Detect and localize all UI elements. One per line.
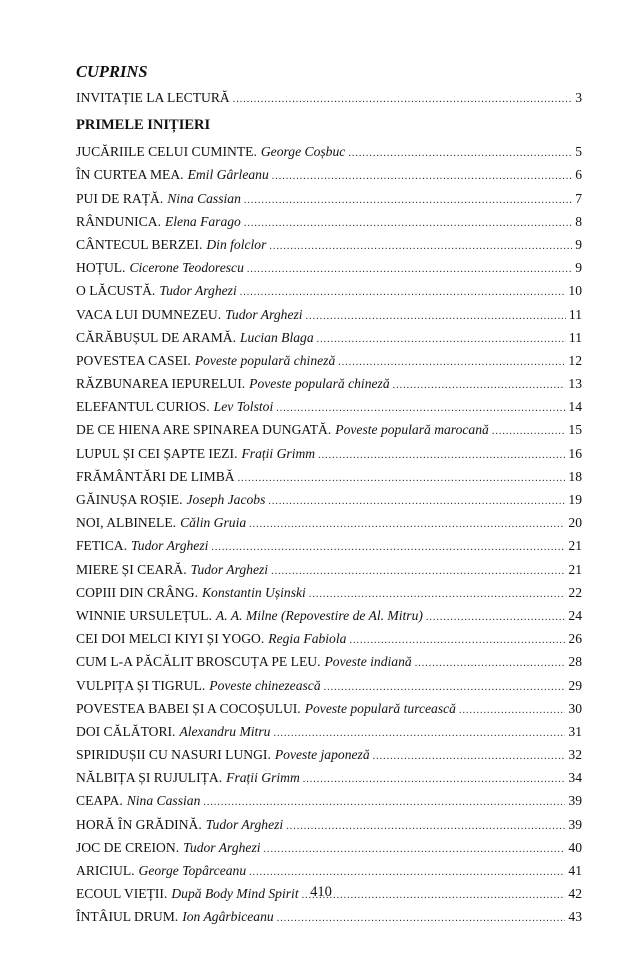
toc-entry (76, 697, 582, 720)
toc-entry (76, 256, 582, 279)
toc-entry (76, 210, 582, 233)
toc-entry (76, 581, 582, 604)
dot-leader (306, 305, 566, 328)
entry-page-number: 40 (568, 839, 582, 855)
entry-title: FETICA. (76, 538, 127, 554)
entry-author: Tudor Arghezi (205, 816, 284, 832)
dot-leader (249, 861, 565, 884)
toc-entry (76, 743, 582, 766)
entry-title: CĂRĂBUȘUL DE ARAMĂ. (76, 329, 236, 345)
entry-author: Frații Grimm (226, 770, 300, 786)
entry-author: Tudor Arghezi (225, 306, 303, 322)
entry-page-number: 9 (575, 260, 582, 276)
entry-title: VACA LUI DUMNEZEU. (76, 306, 222, 322)
entry-page-number: 8 (575, 213, 582, 229)
dot-leader (269, 235, 572, 258)
entry-title: ECOUL VIEȚII. (76, 886, 168, 902)
entry-author: Lev Tolstoi (213, 399, 274, 415)
entry-title: ARICIUL. (76, 863, 135, 878)
entry-page-number: 7 (575, 190, 582, 206)
toc-entry (76, 349, 582, 372)
dot-leader (240, 281, 566, 304)
toc-entry (76, 187, 582, 210)
entry-title: HOȚUL. (76, 260, 126, 276)
entry-author: Frații Grimm (241, 445, 316, 461)
toc-entry (76, 511, 582, 534)
dot-leader (268, 490, 565, 513)
dot-leader (238, 467, 566, 490)
entry-author: Ion Agârbiceanu (182, 909, 274, 925)
entry-author: Călin Gruia (180, 515, 247, 531)
entry-page-number: 10 (568, 283, 582, 299)
entry-page-number: 15 (568, 422, 582, 438)
entry-title: ÎNTÂIUL DRUM. (76, 909, 179, 925)
entry-author: Tudor Arghezi (130, 538, 209, 554)
dot-leader (247, 258, 572, 281)
entry-page-number: 11 (568, 329, 582, 345)
entry-title: CEI DOI MELCI KIYI ȘI YOGO. (76, 631, 265, 647)
entry-author: George Topârceanu (138, 863, 247, 878)
entry-author: Tudor Arghezi (159, 283, 237, 299)
entry-title: DE CE HIENA ARE SPINAREA DUNGATĂ. (76, 422, 332, 438)
entry-page-number: 3 (575, 90, 582, 105)
entry-title: O LĂCUSTĂ. (76, 283, 156, 299)
section-title: PRIMELE INIȚIERI (76, 117, 211, 134)
dot-leader (348, 142, 572, 165)
entry-page-number: 5 (575, 144, 582, 160)
entry-title: SPIRIDUȘII CU NASURI LUNGI. (76, 747, 271, 763)
dot-leader (303, 768, 566, 791)
entry-page-number: 31 (568, 723, 582, 739)
entry-author: Tudor Arghezi (183, 839, 261, 855)
entry-page-number: 39 (568, 816, 582, 832)
entry-page-number: 39 (568, 793, 582, 809)
entry-title: CÂNTECUL BERZEI. (76, 236, 203, 252)
entry-title: INVITAȚIE LA LECTURĂ (76, 90, 230, 105)
entry-title: LUPUL ȘI CEI ȘAPTE IEZI. (76, 445, 238, 461)
toc-entry (76, 395, 582, 418)
dot-leader (318, 444, 565, 467)
toc-entry (76, 813, 582, 836)
entry-title: RÂNDUNICA. (76, 213, 161, 229)
entry-page-number: 13 (568, 376, 582, 392)
dot-leader (244, 212, 572, 235)
toc-entry-list (76, 140, 582, 928)
entry-page-number: 14 (568, 399, 582, 415)
dot-leader (309, 583, 566, 606)
dot-leader (459, 699, 565, 722)
entry-title: POVESTEA BABEI ȘI A COCOȘULUI. (76, 700, 301, 716)
toc-entry (76, 558, 582, 581)
entry-page-number: 30 (568, 700, 582, 716)
entry-author: După Body Mind Spirit (171, 886, 299, 902)
toc-entry (76, 674, 582, 697)
toc-entry (76, 233, 582, 256)
entry-title: POVESTEA CASEI. (76, 352, 191, 368)
dot-leader (249, 513, 565, 536)
entry-title: JOC DE CREION. (76, 839, 180, 855)
dot-leader (233, 88, 573, 111)
entry-author: Nina Cassian (167, 190, 241, 206)
entry-author: Poveste populară marocană (335, 422, 489, 438)
toc-entry (76, 303, 582, 326)
entry-title: GĂINUȘA ROȘIE. (76, 492, 183, 507)
table-of-contents (76, 58, 582, 929)
entry-author: Elena Farago (164, 213, 241, 229)
entry-title: FRĂMÂNTĂRI DE LIMBĂ (76, 468, 235, 484)
toc-entry (76, 534, 582, 557)
entry-author: Din folclor (206, 236, 267, 252)
entry-title: DOI CĂLĂTORI. (76, 723, 176, 739)
entry-page-number: 28 (568, 654, 582, 670)
entry-title: COPIII DIN CRÂNG. (76, 584, 198, 600)
dot-leader (426, 606, 565, 629)
toc-entry (76, 163, 582, 186)
dot-leader (203, 791, 565, 814)
entry-author: Nina Cassian (126, 793, 201, 809)
toc-entry (76, 789, 582, 812)
dot-leader (317, 328, 566, 351)
entry-author: Alexandru Mitru (179, 723, 271, 739)
entry-page-number: 20 (568, 515, 582, 531)
toc-heading: CUPRINS (76, 62, 148, 81)
entry-title: JUCĂRIILE CELUI CUMINTE. (76, 144, 257, 160)
dot-leader (349, 629, 565, 652)
dot-leader (338, 351, 565, 374)
entry-title: CUM L-A PĂCĂLIT BROSCUȚA PE LEU. (76, 654, 321, 670)
entry-author: Lucian Blaga (240, 329, 314, 345)
toc-entry (76, 720, 582, 743)
entry-author: Joseph Jacobs (186, 492, 266, 507)
toc-entry (76, 836, 582, 859)
entry-author: Poveste indiană (324, 654, 412, 670)
entry-page-number: 29 (568, 677, 582, 693)
dot-leader (393, 374, 566, 397)
entry-author: Poveste japoneză (274, 747, 370, 763)
entry-title: VULPIȚA ȘI TIGRUL. (76, 677, 206, 693)
toc-entry (76, 488, 582, 511)
page-number: 410 (310, 884, 332, 900)
toc-entry (76, 650, 582, 673)
entry-title: NOI, ALBINELE. (76, 515, 177, 531)
dot-leader (271, 560, 565, 583)
entry-title: PUI DE RAȚĂ. (76, 190, 164, 206)
toc-entry (76, 140, 582, 163)
entry-page-number: 43 (568, 909, 582, 925)
toc-entry (76, 372, 582, 395)
dot-leader (277, 907, 566, 930)
entry-page-number: 6 (575, 167, 582, 183)
dot-leader (324, 676, 566, 699)
dot-leader (244, 189, 572, 212)
dot-leader (286, 815, 565, 838)
entry-page-number: 9 (575, 236, 582, 252)
toc-entry (76, 418, 582, 441)
entry-author: Cicerone Teodorescu (129, 260, 244, 276)
entry-page-number: 32 (568, 747, 582, 763)
entry-author: Konstantin Ușinski (201, 584, 306, 600)
entry-page-number: 22 (568, 584, 582, 600)
entry-title: ÎN CURTEA MEA. (76, 167, 184, 183)
entry-page-number: 42 (568, 886, 582, 902)
toc-entry (76, 442, 582, 465)
entry-title: NĂLBIȚA ȘI RUJULIȚA. (76, 770, 223, 786)
entry-author: Poveste populară turcească (304, 700, 456, 716)
toc-entry (76, 905, 582, 928)
entry-title: RĂZBUNAREA IEPURELUI. (76, 376, 246, 392)
dot-leader (373, 745, 566, 768)
entry-title: MIERE ȘI CEARĂ. (76, 561, 187, 577)
entry-page-number: 12 (568, 352, 582, 368)
dot-leader (264, 838, 566, 861)
dot-leader (273, 722, 565, 745)
entry-title: WINNIE URSULEȚUL. (76, 607, 212, 623)
entry-title: CEAPA. (76, 793, 123, 809)
toc-entry (76, 627, 582, 650)
toc-entry (76, 604, 582, 627)
entry-author: George Coșbuc (260, 144, 346, 160)
dot-leader (211, 536, 565, 559)
toc-entry-intro (76, 86, 582, 109)
entry-title: ELEFANTUL CURIOS. (76, 399, 210, 415)
toc-entry (76, 859, 582, 882)
entry-author: Poveste populară chineză (194, 352, 336, 368)
entry-page-number: 24 (568, 607, 582, 623)
dot-leader (276, 397, 565, 420)
entry-page-number: 21 (568, 538, 582, 554)
entry-page-number: 21 (568, 561, 582, 577)
entry-page-number: 16 (568, 445, 582, 461)
entry-page-number: 41 (568, 863, 582, 878)
entry-page-number: 34 (568, 770, 582, 786)
entry-author: Poveste chinezească (209, 677, 321, 693)
entry-page-number: 19 (568, 492, 582, 507)
dot-leader (272, 165, 572, 188)
toc-entry (76, 766, 582, 789)
entry-page-number: 18 (568, 468, 582, 484)
entry-author: A. A. Milne (Repovestire de Al. Mitru) (215, 607, 423, 623)
dot-leader (415, 652, 566, 675)
entry-title: HORĂ ÎN GRĂDINĂ. (76, 816, 202, 832)
toc-entry (76, 465, 582, 488)
toc-entry (76, 279, 582, 302)
dot-leader (492, 420, 566, 443)
entry-author: Tudor Arghezi (190, 561, 269, 577)
entry-page-number: 26 (568, 631, 582, 647)
entry-author: Regia Fabiola (268, 631, 347, 647)
entry-author: Poveste populară chineză (249, 376, 390, 392)
toc-entry (76, 326, 582, 349)
entry-author: Emil Gârleanu (187, 167, 269, 183)
entry-page-number: 11 (568, 306, 582, 322)
